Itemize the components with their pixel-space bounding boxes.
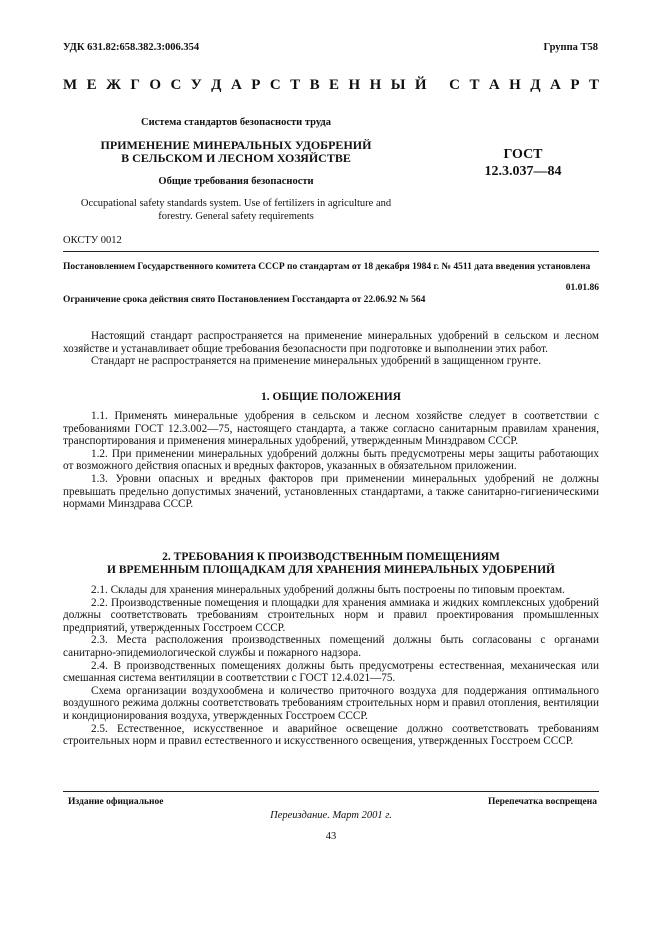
validity-limit-note: Ограничение срока действия снято Постановлением Госстандарта от 22.06.92 № 564	[63, 295, 426, 305]
interstate-heading-letter: Н	[369, 77, 382, 93]
clause-2-4: 2.4. В производственных помещениях должны быть предусмотрены естественная, механическая или смешанная система вентиляции в соответствии с ГОСТ 12.4.021—75.	[63, 659, 599, 685]
section-1-heading: 1. ОБЩИЕ ПОЛОЖЕНИЯ	[261, 391, 401, 403]
english-title-line-2: forestry. General safety requirements	[158, 211, 314, 222]
interstate-heading-letter: Й	[414, 77, 427, 93]
section-2-heading-line-1: 2. ТРЕБОВАНИЯ К ПРОИЗВОДСТВЕННЫМ ПОМЕЩЕНИЯМ	[162, 551, 500, 563]
section-2-heading	[63, 551, 599, 577]
document-title	[63, 139, 409, 165]
interstate-heading-letter: Т	[290, 77, 301, 93]
interstate-heading-letter: С	[269, 77, 281, 93]
clause-2-3: 2.3. Места расположения производственных помещений должны быть согласованы с органами санитарно-эпидемиологической службы и пожарного надзора.	[63, 634, 599, 659]
interstate-standard-heading	[63, 77, 599, 94]
section-1-body	[63, 410, 599, 511]
document-title-line-2: В СЕЛЬСКОМ И ЛЕСНОМ ХОЗЯЙСТВЕ	[121, 151, 351, 165]
interstate-heading-letter: Ы	[390, 77, 406, 93]
intro-paragraph-1: Настоящий стандарт распространяется на применение минеральных удобрений в сельском и лесном хозяйстве и устанавливает общие требования безопасности при подготовке и выполнении этих работ.	[63, 330, 599, 355]
adoption-decree: Постановлением Государственного комитета СССР по стандартам от 18 декабря 1984 г. № 4511 дата введения установлена	[63, 262, 591, 272]
clause-2-2: 2.2. Производственные помещения и площадки для хранения аммиака и жидких комплексных удобрений должны соответствовать требованиям строительных норм и правил проектирования промышленных предприятий, утвержденных Госстроем СССР.	[63, 596, 599, 634]
interstate-heading-letter: А	[230, 77, 242, 93]
interstate-heading-letter: В	[309, 77, 320, 93]
interstate-heading-letter: Е	[86, 77, 97, 93]
interstate-heading-letter: Н	[509, 77, 521, 93]
clause-1-2: 1.2. При применении минеральных удобрений должны быть предусмотрены меры защиты работающих от возможного действия опасных и вредных факторов, указанных в обязательном приложении.	[63, 447, 599, 473]
intro-block	[63, 330, 599, 368]
gost-designation	[470, 146, 576, 180]
gost-number: 12.3.037—84	[484, 164, 562, 179]
section-2-heading-line-2: И ВРЕМЕННЫМ ПЛОЩАДКАМ ДЛЯ ХРАНЕНИЯ МИНЕРАЛЬНЫХ УДОБРЕНИЙ	[107, 564, 555, 576]
effective-date: 01.01.86	[565, 283, 599, 293]
interstate-heading-letter: Т	[588, 77, 599, 93]
oksty-code: ОКСТУ 0012	[63, 235, 122, 246]
clause-2-5: 2.5. Естественное, искусственное и аварийное освещение должно соответствовать требованиям строительных норм и правил естественного и искусственного освещения, утвержденных Госстроем СССР.	[63, 722, 599, 748]
english-title	[63, 197, 409, 223]
document-subtitle: Общие требования безопасности	[158, 176, 314, 187]
interstate-heading-letter: У	[190, 77, 202, 93]
interstate-heading-letter: Д	[211, 77, 222, 93]
clause-1-3: 1.3. Уровни опасных и вредных факторов при применении минеральных удобрений не должны превышать предельно допустимых значений, установленных стандартами, а также санитарно-гигиеническими нормами Минздрава СССР.	[63, 472, 599, 511]
section-2-body	[63, 584, 599, 748]
interstate-heading-letter: А	[488, 77, 500, 93]
interstate-heading-letter: Г	[130, 77, 140, 93]
udk-code: УДК 631.82:658.382.3:006.354	[63, 42, 200, 53]
interstate-heading-letter: М	[63, 77, 78, 93]
header-divider	[63, 251, 599, 252]
english-title-line-1: Occupational safety standards system. Use of fertilizers in agriculture and	[80, 198, 392, 209]
clause-2-4-ventilation: Схема организации воздухообмена и количество приточного воздуха для поддержания оптимального воздушного режима должны соответствовать требованиям строительных норм и правил отопления, вентиляции и кондиционирования воздуха, утвержденных Госстроем СССР.	[63, 684, 599, 722]
gost-label: ГОСТ	[503, 147, 543, 162]
group-code: Группа Т58	[543, 42, 598, 53]
clause-2-1: 2.1. Склады для хранения минеральных удобрений должны быть построены по типовым проектам.	[91, 584, 565, 596]
footer-divider	[63, 791, 599, 792]
interstate-heading-letter: С	[449, 77, 460, 93]
official-edition-note: Издание официальное	[68, 797, 164, 807]
interstate-heading-letter	[436, 77, 440, 94]
interstate-heading-letter: Е	[329, 77, 340, 93]
page-number: 43	[325, 831, 337, 842]
interstate-heading-letter: Р	[251, 77, 261, 93]
interstate-heading-letter: Н	[348, 77, 361, 93]
standards-series: Система стандартов безопасности труда	[141, 117, 331, 128]
interstate-heading-letter: А	[550, 77, 561, 93]
reissue-note: Переиздание. Март 2001 г.	[270, 810, 392, 821]
intro-paragraph-2: Стандарт не распространяется на применение минеральных удобрений в защищенном грунте.	[91, 355, 542, 368]
interstate-heading-letter: Ж	[106, 77, 121, 93]
clause-1-1: 1.1. Применять минеральные удобрения в сельском и лесном хозяйстве следует в соответствии с требованиями ГОСТ 12.3.002—75, настоящего стандарта, а также согласно санитарным правилам хранения, транспортирования и применения минеральных удобрений, утвержденным Минздравом СССР.	[63, 410, 599, 448]
interstate-heading-letter: О	[149, 77, 161, 93]
reprint-prohibited-note: Перепечатка воспрещена	[487, 797, 597, 807]
document-title-line-1: ПРИМЕНЕНИЕ МИНЕРАЛЬНЫХ УДОБРЕНИЙ	[100, 138, 372, 152]
interstate-heading-letter: С	[170, 77, 182, 93]
interstate-heading-letter: Р	[570, 77, 580, 93]
interstate-heading-letter: Т	[469, 77, 480, 93]
interstate-heading-letter: Д	[530, 77, 541, 93]
